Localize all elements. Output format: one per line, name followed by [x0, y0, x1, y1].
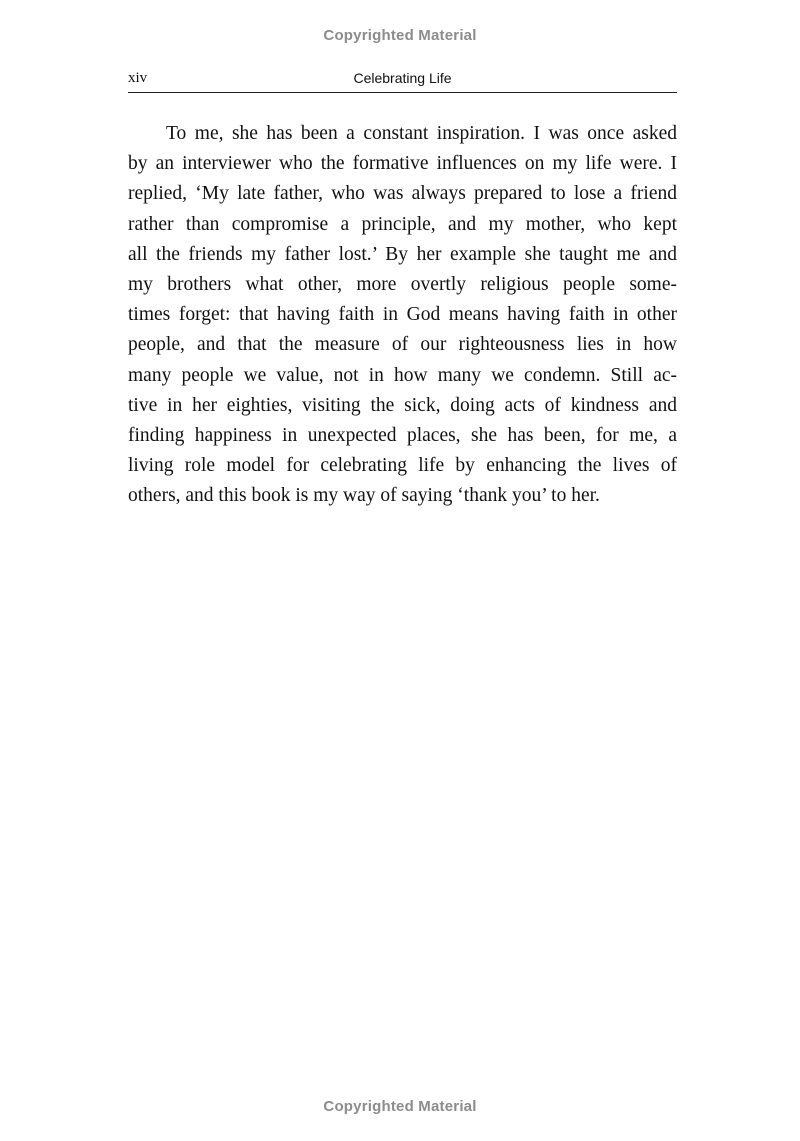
- page-number: xiv: [128, 70, 148, 86]
- paragraph-line: rather than compromise a principle, and my mother, who kept: [128, 213, 677, 235]
- paragraph-line: tive in her eighties, visiting the sick, doing acts of kindness and: [128, 394, 677, 416]
- running-head: [128, 68, 677, 93]
- paragraph-line: many people we value, not in how many we condemn. Still ac-: [128, 364, 677, 386]
- copyright-watermark-top: Copyrighted Material: [323, 27, 477, 44]
- paragraph-line: my brothers what other, more overtly religious people some-: [128, 274, 677, 296]
- body-paragraph: [128, 119, 677, 512]
- running-title: Celebrating Life: [353, 70, 452, 86]
- paragraph-line: replied, ‘My late father, who was always prepared to lose a friend: [128, 183, 677, 205]
- paragraph-line: times forget: that having faith in God means having faith in other: [128, 304, 677, 326]
- paragraph-line: To me, she has been a constant inspiration. I was once asked: [166, 123, 677, 144]
- paragraph-line: finding happiness in unexpected places, she has been, for me, a: [128, 425, 677, 447]
- paragraph-line: living role model for celebrating life by enhancing the lives of: [128, 455, 677, 477]
- copyright-watermark-bottom: Copyrighted Material: [323, 1098, 477, 1115]
- paragraph-line: people, and that the measure of our righteousness lies in how: [128, 334, 677, 356]
- paragraph-line: by an interviewer who the formative influences on my life were. I: [128, 153, 677, 175]
- paragraph-line: all the friends my father lost.’ By her example she taught me and: [128, 243, 677, 265]
- paragraph-line: others, and this book is my way of saying ‘thank you’ to her.: [128, 485, 600, 507]
